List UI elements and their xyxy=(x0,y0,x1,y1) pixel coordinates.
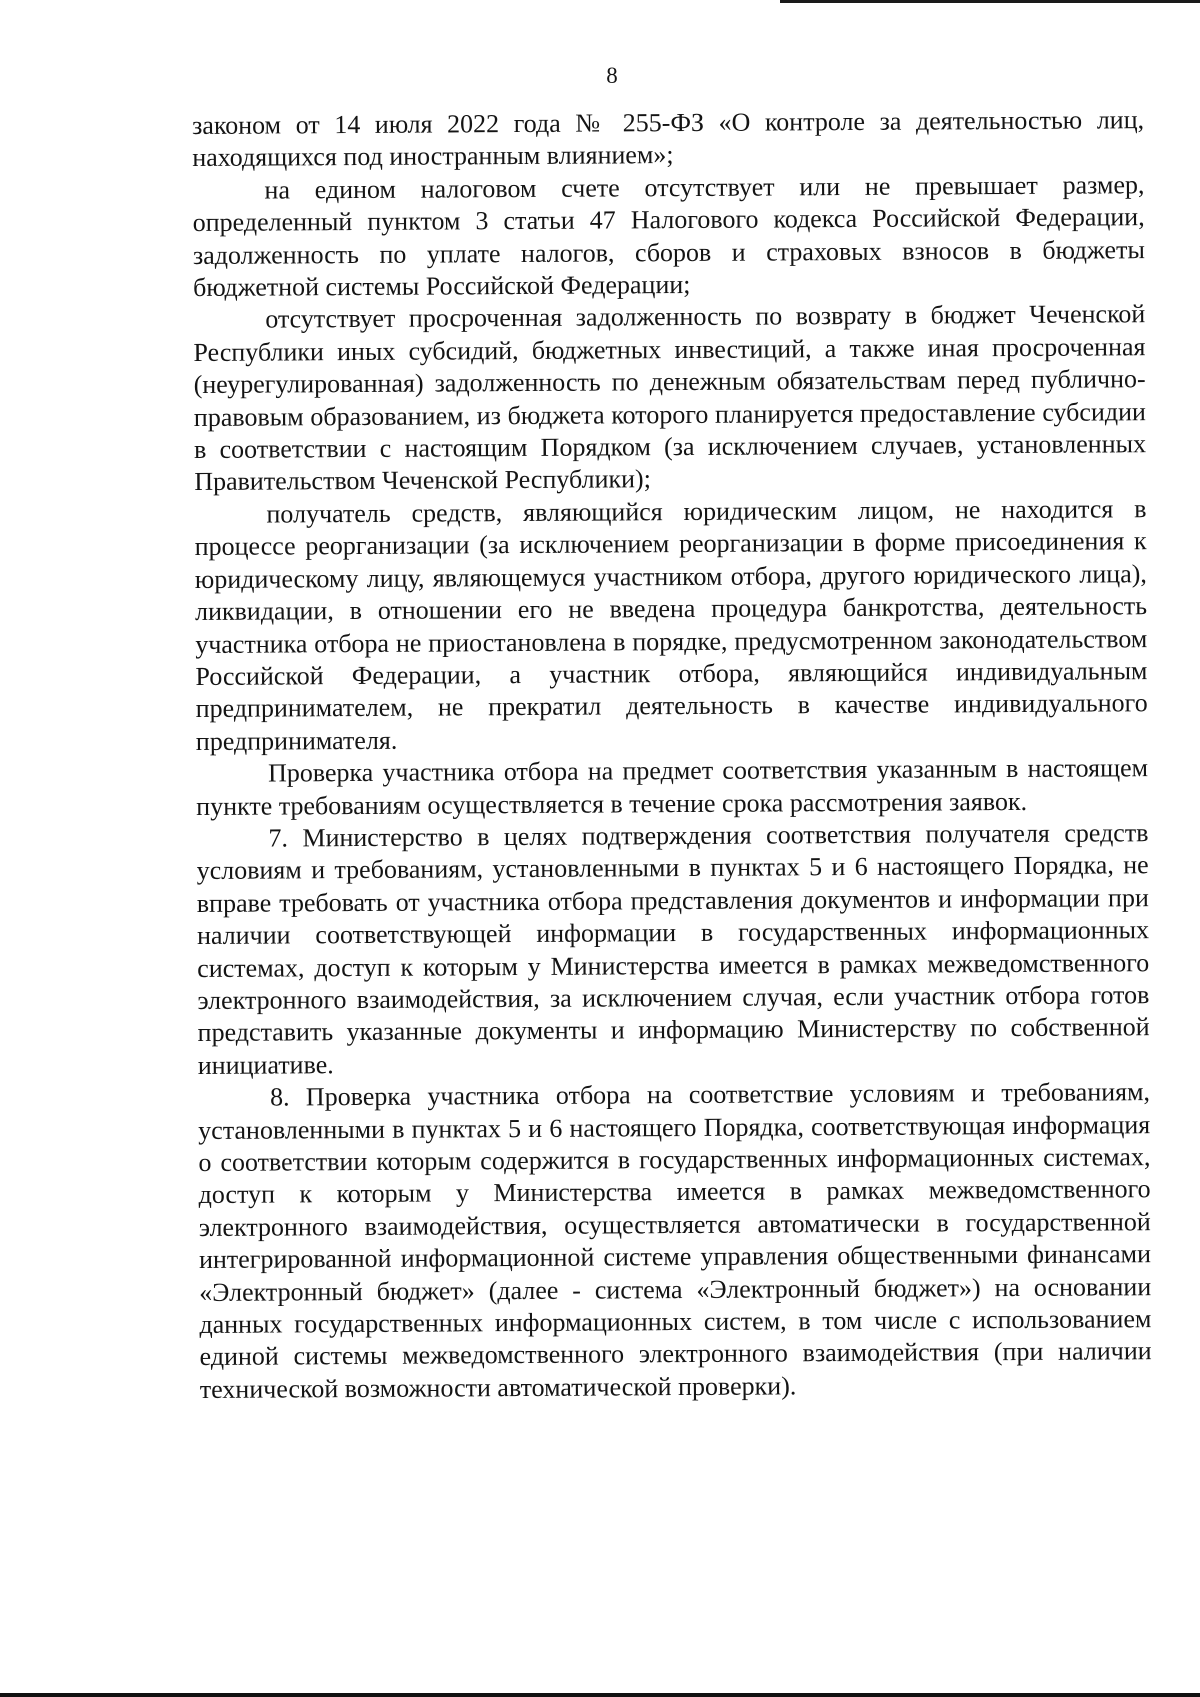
paragraph-item-8: 8. Проверка участника отбора на соответствие условиям и требованиям, установленными в пунктах 5 и 6 настоящего Порядка, соответствующая информация о соответствии которым содержится в государственных информационных системах, доступ к которым у Министерства имеется в рамках межведомственного электронного взаимодействия, осуществляется автоматически в государственной интегрированной информационной системе управления общественными финансами «Электронный бюджет» (далее - система «Электронный бюджет») на основании данных государственных информационных систем, в том числе с использованием единой системы межведомственного электронного взаимодействия (при наличии технической возможности автоматической проверки). xyxy=(198,1077,1152,1404)
page-number: 8 xyxy=(606,63,618,88)
paragraph-verification-period: Проверка участника отбора на предмет соответствия указанным в настоящем пункте требованиям осуществляется в течение срока рассмотрения заявок. xyxy=(196,753,1149,821)
paragraph-foreign-influence-law: законом от 14 июля 2022 года № 255-ФЗ «О контроле за деятельностью лиц, находящихся под иностранным влиянием»; xyxy=(192,105,1145,173)
document-body xyxy=(192,104,1152,1406)
scan-edge-bottom xyxy=(0,1693,1200,1697)
paragraph-item-7: 7. Министерство в целях подтверждения соответствия получателя средств условиям и требованиям, установленными в пунктах 5 и 6 настоящего Порядка, не вправе требовать от участника отбора представления документов и информации при наличии соответствующей информации в государственных информационных системах, доступ к которым у Министерства имеется в рамках межведомственного электронного взаимодействия, за исключением случая, если участник отбора готов представить указанные документы и информацию Министерству по собственной инициативе. xyxy=(196,818,1150,1080)
paragraph-tax-debt: на едином налоговом счете отсутствует или не превышает размер, определенный пунктом 3 статьи 47 Налогового кодекса Российской Федерации, задолженность по уплате налогов, сборов и страховых взносов в бюджеты бюджетной системы Российской Федерации; xyxy=(192,169,1145,303)
paragraph-overdue-debt: отсутствует просроченная задолженность по возврату в бюджет Чеченской Республики иных субсидий, бюджетных инвестиций, а также иная просроченная (неурегулированная) задолженность по денежным обязательствам перед публично-правовым образованием, из бюджета которого планируется предоставление субсидии в соответствии с настоящим Порядком (за исключением случаев, установленных Правительством Чеченской Республики); xyxy=(193,299,1147,497)
paragraph-reorganization: получатель средств, являющийся юридическим лицом, не находится в процессе реорганизации (за исключением реорганизации в форме присоединения к юридическому лицу, являющемуся участником отбора, другого юридического лица), ликвидации, в отношении его не введена процедура банкротства, деятельность участника отбора не приостановлена в порядке, предусмотренном законодательством Российской Федерации, а участник отбора, являющийся индивидуальным предпринимателем, не прекратил деятельность в качестве индивидуального предпринимателя. xyxy=(194,494,1148,756)
